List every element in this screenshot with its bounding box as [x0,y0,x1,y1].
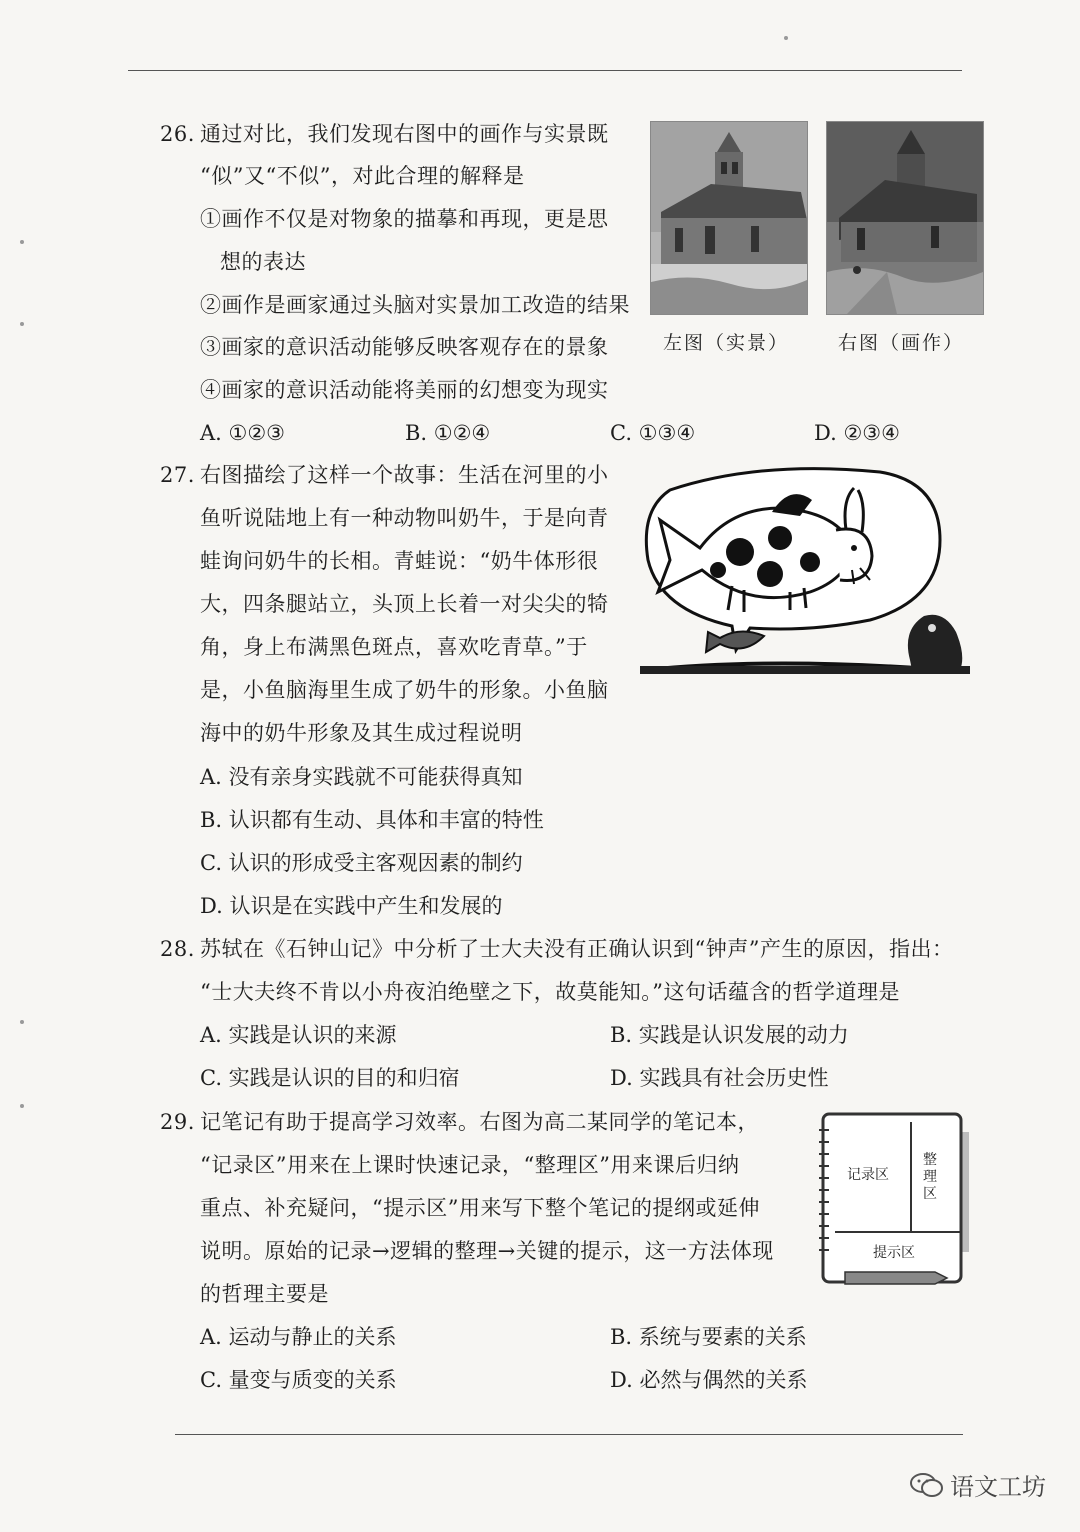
q28-option-c: C. 实践是认识的目的和归宿 [200,1066,460,1090]
q27-number: 27. [160,463,195,487]
wechat-icon [910,1472,944,1498]
q29-line: “记录区”用来在上课时快速记录，“整理区”用来课后归纳 [200,1153,740,1177]
q29-option-b: B. 系统与要素的关系 [610,1325,807,1349]
q27-line: 右图描绘了这样一个故事：生活在河里的小 [200,463,609,487]
q27-line: 大，四条腿站立，头顶上长着一对尖尖的犄 [200,592,609,616]
q26-option-c: C. ①③④ [610,421,696,445]
q28-option-d: D. 实践具有社会历史性 [610,1066,829,1090]
q26-line: ②画作是画家通过头脑对实景加工改造的结果 [200,293,630,317]
q26-line: ④画家的意识活动能将美丽的幻想变为现实 [200,378,609,402]
q26-line: 通过对比，我们发现右图中的画作与实景既 [200,122,609,146]
q29-line: 的哲理主要是 [200,1282,329,1306]
q29-line: 记笔记有助于提高学习效率。右图为高二某同学的笔记本， [200,1110,759,1134]
q26-number: 26. [160,122,195,146]
q27-line: 蛙询问奶牛的长相。青蛙说：“奶牛体形很 [200,549,599,573]
scan-speck [20,1020,24,1024]
q26-line: ③画家的意识活动能够反映客观存在的景象 [200,335,609,359]
q29-number: 29. [160,1110,195,1134]
top-rule [128,70,962,71]
q26-line: 想的表达 [220,250,306,274]
q27-option-a: A. 没有亲身实践就不可能获得真知 [200,765,523,789]
q27-option-c: C. 认识的形成受主客观因素的制约 [200,851,523,875]
q27-option-b: B. 认识都有生动、具体和丰富的特性 [200,808,544,832]
q28-line: “士大夫终不肯以小舟夜泊绝壁之下，故莫能知。”这句话蕴含的哲学道理是 [200,980,900,1004]
q26-option-b: B. ①②④ [405,421,491,445]
q28-number: 28. [160,937,195,961]
q28-line: 苏轼在《石钟山记》中分析了士大夫没有正确认识到“钟声”产生的原因，指出： [200,937,954,961]
church-photo [650,121,808,315]
bottom-rule [175,1434,963,1435]
notebook-organize-zone: 整理区 [923,1152,937,1202]
q29-line: 说明。原始的记录→逻辑的整理→关键的提示，这一方法体现 [200,1239,774,1263]
notebook-hint-zone: 提示区 [873,1245,915,1261]
caption-left: 左图（实景） [663,332,790,354]
scan-speck [20,1104,24,1108]
q26-option-a: A. ①②③ [200,421,285,445]
footer-brand-label: 语文工坊 [950,1473,1046,1501]
q28-option-a: A. 实践是认识的来源 [200,1023,397,1047]
q29-option-a: A. 运动与静止的关系 [200,1325,397,1349]
footer-brand [910,1467,1046,1502]
church-painting [826,121,984,315]
q27-line: 角，身上布满黑色斑点，喜欢吃青草。”于 [200,635,588,659]
q27-line: 是，小鱼脑海里生成了奶牛的形象。小鱼脑 [200,678,609,702]
q27-option-d: D. 认识是在实践中产生和发展的 [200,894,503,918]
q29-option-d: D. 必然与偶然的关系 [610,1368,808,1392]
notebook-record-zone: 记录区 [847,1167,889,1183]
caption-right: 右图（画作） [838,332,965,354]
q27-line: 海中的奶牛形象及其生成过程说明 [200,721,523,745]
q28-option-b: B. 实践是认识发展的动力 [610,1023,849,1047]
scan-speck [20,322,24,326]
q29-option-c: C. 量变与质变的关系 [200,1368,397,1392]
scan-speck [784,36,788,40]
scan-speck [20,240,24,244]
notebook-diagram [815,1110,971,1288]
q27-line: 鱼听说陆地上有一种动物叫奶牛，于是向青 [200,506,609,530]
q26-option-d: D. ②③④ [814,421,900,445]
q26-line: ①画作不仅是对物象的描摹和再现，更是思 [200,207,609,231]
fish-cow-cartoon [640,460,970,680]
q26-line: “似”又“不似”，对此合理的解释是 [200,164,525,188]
q29-line: 重点、补充疑问，“提示区”用来写下整个笔记的提纲或延伸 [200,1196,760,1220]
